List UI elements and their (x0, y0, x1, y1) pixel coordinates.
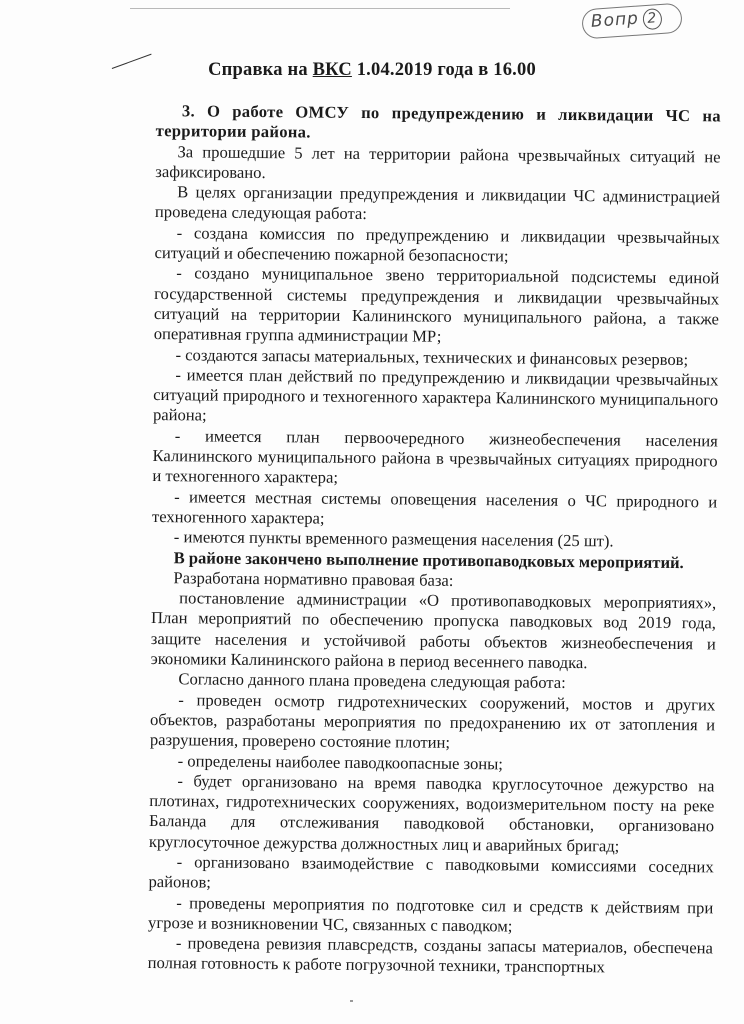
paragraph: Разработана нормативно правовая база: (173, 568, 454, 590)
list-item: - создана комиссия по предупреждению и ликвидации чрезвычайных ситуаций и обеспечению пожарной безопасности; (154, 222, 720, 266)
list-item: - будет организовано на время паводка круглосуточное дежурство на плотинах, гидротехнических сооружениях, водоизмерительном посту на реке Баланда для отслеживания паводковой обстановки, организовано круглосуточное дежурства должностных лиц и аварийных бригад; (148, 771, 715, 856)
paragraph: Согласно данного плана проведена следующая работа: (178, 669, 566, 693)
list-item: - имеется план действий по предупреждению и ликвидации чрезвычайных ситуаций природного и техногенного характера Калининского муниципального района; (152, 365, 719, 425)
title-underlined: ВКС (312, 60, 352, 80)
handwritten-note-number: 2 (642, 8, 662, 30)
scan-speck (350, 1000, 353, 1002)
list-item: - проведены мероприятия по подготовке сил и средств к действиям при угрозе и возникновении ЧС, связанных с паводком; (148, 892, 714, 936)
list-item: - имеются пункты временного размещения населения (25 шт). (173, 527, 614, 551)
list-item: - создаются запасы материальных, технических и финансовых резервов; (175, 344, 689, 369)
list-item: - проведен осмотр гидротехнических сооружений, мостов и других объектов, разработаны мероприятия по предохранению их от затопления и разрушения, проверено состояние плотин; (149, 689, 716, 753)
list-item: - имеется план первоочередного жизнеобеспечения населения Калининского муниципального района в чрезвычайных ситуациях природного и техногенного характера; (152, 425, 718, 488)
handwritten-question-note (581, 3, 683, 40)
list-item: - проведена ревизия плавсредств, созданы запасы материалов, обеспечена полная готовность к работе погрузочной техники, транспортных (147, 933, 713, 977)
section-heading: 3. О работе ОМСУ по предупреждению и ликвидации ЧС на территории района. (155, 101, 721, 142)
list-item: - имеется местная системы оповещения населения о ЧС природного и техногенного характера; (151, 486, 718, 528)
handwritten-note-text: Вопр (590, 8, 640, 32)
paragraph: постановление администрации «О противопаводковых мероприятиях», План мероприятий по обеспечению пропуска паводковых вод 2019 года, защите населения и устойчивой работы объектов жизнеобеспечения и экономики Калининского района в период весеннего паводка. (150, 588, 717, 673)
subheading: В районе закончено выполнение противопаводковых мероприятий. (173, 547, 684, 572)
list-item: - определены наиболее паводкоопасные зоны; (177, 750, 504, 773)
list-item: - создано муниципальное звено территориальной подсистемы единой государственной системы предупреждения и ликвидации чрезвычайных ситуаций на территории Калининского муниципального района, а также оперативная группа администрации МР; (153, 263, 720, 347)
paragraph: За прошедшие 5 лет на территории района чрезвычайных ситуаций не зафиксировано. (155, 141, 721, 182)
paragraph: В целях организации предупреждения и ликвидации ЧС администрацией проведена следующая работа: (154, 182, 721, 224)
title-suffix: 1.04.2019 года в 16.00 (351, 60, 536, 80)
document-body (148, 101, 721, 979)
title-prefix: Справка на (208, 60, 313, 80)
document-title (0, 60, 744, 81)
list-item: - организовано взаимодействие с паводковыми комиссиями соседних районов; (148, 852, 714, 892)
scan-edge-line (130, 8, 510, 9)
